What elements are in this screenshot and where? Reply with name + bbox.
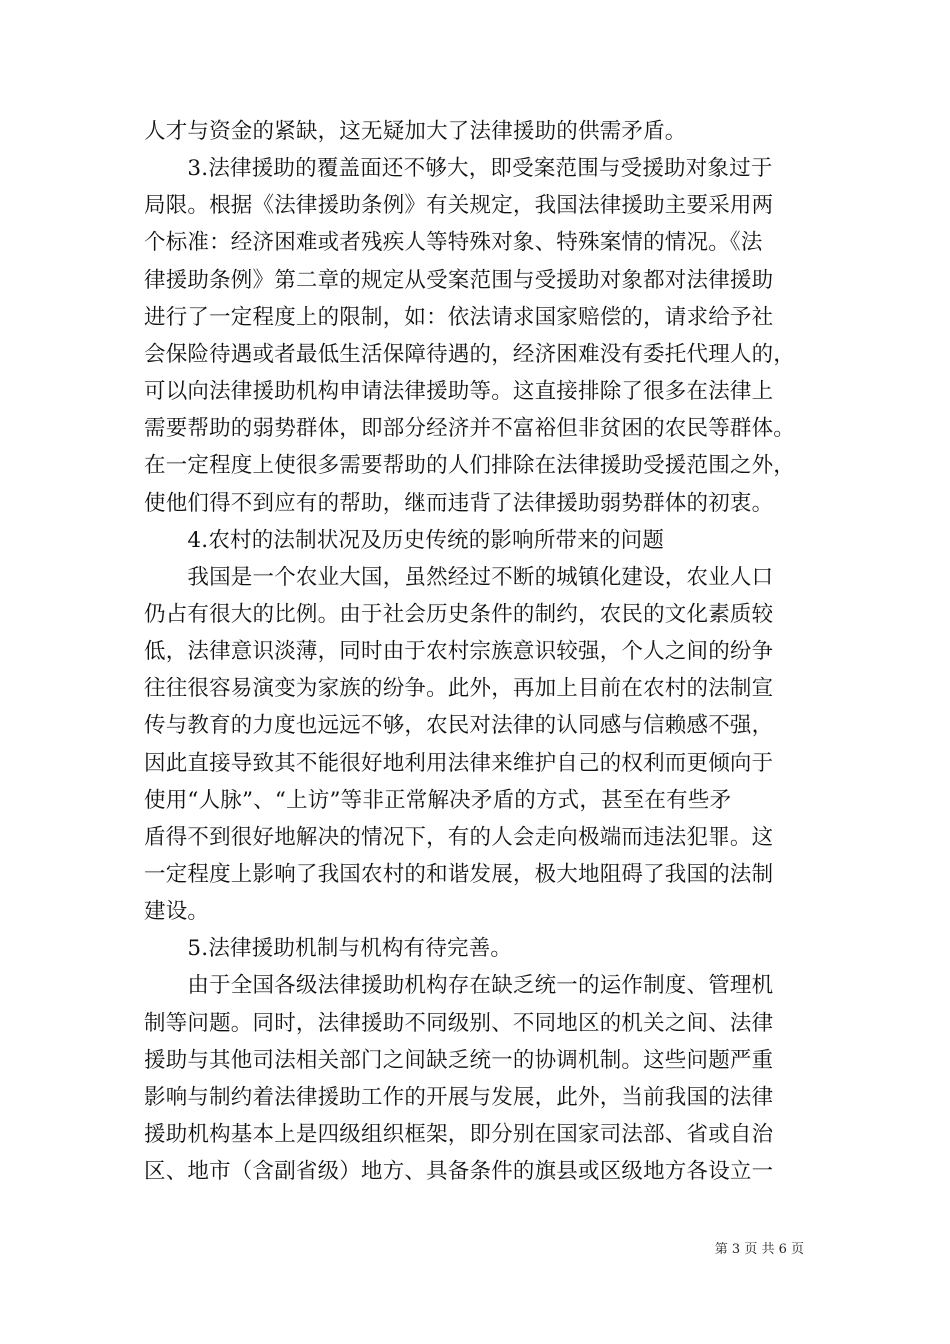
- text-line: 因此直接导致其不能很好地利用法律来维护自己的权利而更倾向于: [144, 750, 774, 776]
- text-line: 由于全国各级法律援助机构存在缺乏统一的运作制度、管理机: [144, 973, 774, 999]
- text-line: 传与教育的力度也远远不够，农民对法律的认同感与信赖感不强，: [144, 713, 774, 739]
- text-line: 仍占有很大的比例。由于社会历史条件的制约，农民的文化素质较: [144, 601, 774, 627]
- text-line: 区、地市（含副省级）地方、具备条件的旗县或区级地方各设立一: [144, 1159, 774, 1185]
- text-line: 建设。: [144, 899, 210, 925]
- text-line: 制等问题。同时，法律援助不同级别、不同地区的机关之间、法律: [144, 1010, 774, 1036]
- text-line: 律援助条例》第二章的规定从受案范围与受援助对象都对法律援助: [144, 267, 774, 293]
- text-line: 5.法律援助机制与机构有待完善。: [144, 936, 513, 962]
- text-line: 个标准：经济困难或者残疾人等特殊对象、特殊案情的情况。《法: [144, 230, 763, 256]
- text-line: 需要帮助的弱势群体，即部分经济并不富裕但非贫困的农民等群体。: [144, 416, 796, 442]
- text-line: 援助与其他司法相关部门之间缺乏统一的协调机制。这些问题严重: [144, 1047, 774, 1073]
- text-line: 低，法律意识淡薄，同时由于农村宗族意识较强，个人之间的纷争: [144, 639, 774, 665]
- text-line: 往往很容易演变为家族的纷争。此外，再加上目前在农村的法制宣: [144, 676, 774, 702]
- text-line: 一定程度上影响了我国农村的和谐发展，极大地阻碍了我国的法制: [144, 862, 774, 887]
- text-line: 4.农村的法制状况及历史传统的影响所带来的问题: [144, 527, 665, 553]
- page-number: 第 3 页 共 6 页: [714, 1242, 804, 1257]
- text-line: 3.法律援助的覆盖面还不够大，即受案范围与受援助对象过于: [144, 156, 773, 182]
- text-line: 人才与资金的紧缺，这无疑加大了法律援助的供需矛盾。: [144, 119, 687, 144]
- text-line: 可以向法律援助机构申请法律援助等。这直接排除了很多在法律上: [144, 379, 774, 405]
- text-line: 使他们得不到应有的帮助，继而违背了法律援助弱势群体的初衷。: [144, 490, 774, 516]
- text-line: 使用“人脉”、“上访”等非正常解决矛盾的方式，甚至在有些矛: [144, 787, 732, 813]
- text-line: 会保险待遇或者最低生活保障待遇的，经济困难没有委托代理人的，: [144, 341, 796, 367]
- text-line: 在一定程度上使很多需要帮助的人们排除在法律援助受援范围之外，: [144, 453, 796, 479]
- text-line: 我国是一个农业大国，虽然经过不断的城镇化建设，农业人口: [144, 564, 774, 590]
- text-line: 援助机构基本上是四级组织框架，即分别在国家司法部、省或自治: [144, 1122, 774, 1148]
- text-line: 影响与制约着法律援助工作的开展与发展，此外，当前我国的法律: [144, 1084, 774, 1110]
- text-line: 局限。根据《法律援助条例》有关规定，我国法律援助主要采用两: [144, 193, 774, 219]
- text-line: 盾得不到很好地解决的情况下，有的人会走向极端而违法犯罪。这: [144, 824, 774, 850]
- text-line: 进行了一定程度上的限制，如：依法请求国家赔偿的，请求给予社: [144, 304, 774, 330]
